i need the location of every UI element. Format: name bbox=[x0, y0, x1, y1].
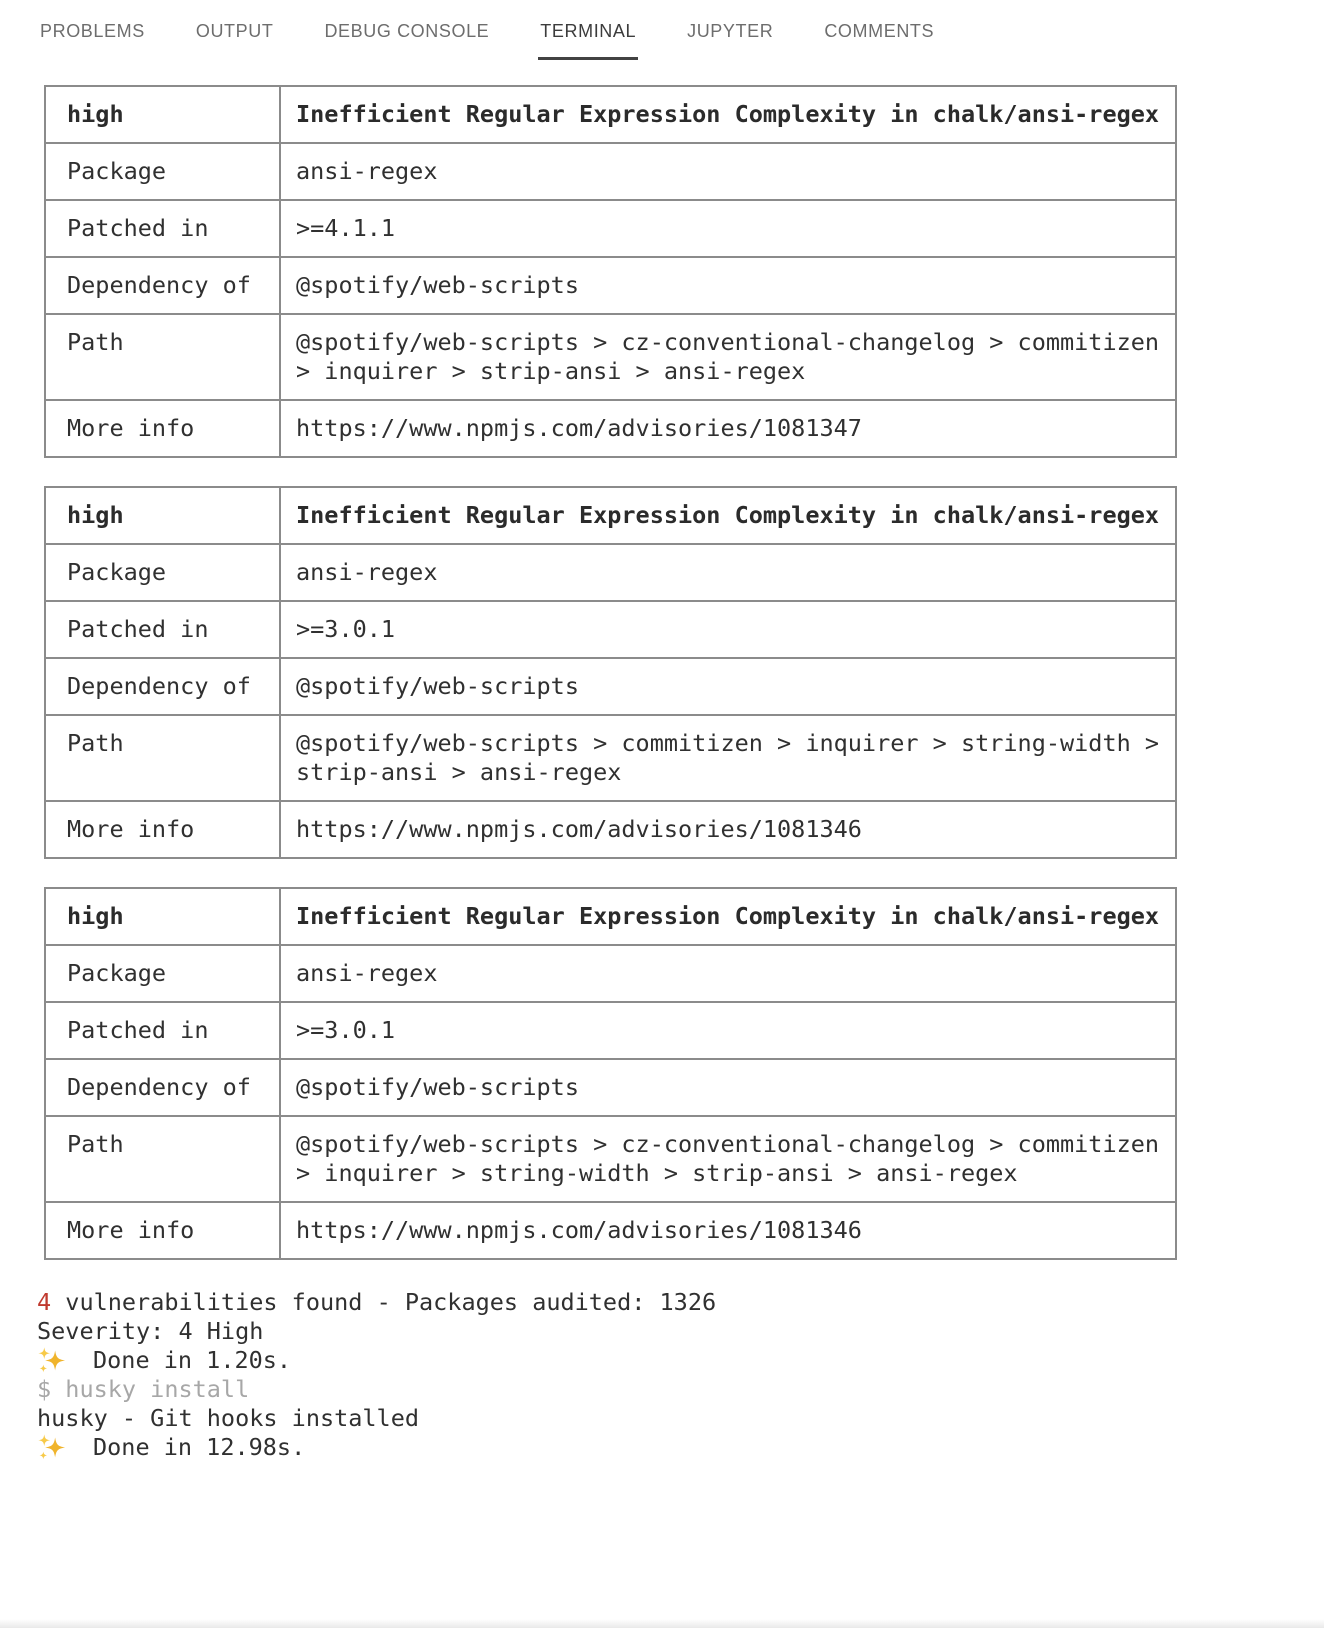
row-label: More info bbox=[45, 1202, 280, 1259]
table-row bbox=[45, 601, 1176, 658]
tab-comments[interactable]: COMMENTS bbox=[824, 21, 935, 41]
table-row bbox=[45, 1116, 1176, 1202]
table-row bbox=[45, 314, 1176, 400]
sparkles-icon bbox=[37, 1433, 66, 1462]
row-label: Dependency of bbox=[45, 1059, 280, 1116]
vulnerabilities-line bbox=[37, 1288, 1324, 1317]
severity-badge: high bbox=[45, 86, 280, 143]
row-value: >=4.1.1 bbox=[280, 200, 1176, 257]
tab-output[interactable]: OUTPUT bbox=[195, 21, 274, 41]
husky-command-line bbox=[37, 1375, 1324, 1404]
advisory-link[interactable]: https://www.npmjs.com/advisories/1081347 bbox=[280, 400, 1176, 457]
table-row bbox=[45, 400, 1176, 457]
vulnerability-title: Inefficient Regular Expression Complexity in chalk/ansi-regex bbox=[280, 888, 1176, 945]
husky-result-text: husky - Git hooks installed bbox=[37, 1404, 420, 1432]
advisory-link[interactable]: https://www.npmjs.com/advisories/1081346 bbox=[280, 1202, 1176, 1259]
row-label: Path bbox=[45, 1116, 280, 1202]
table-row bbox=[45, 658, 1176, 715]
table-row bbox=[45, 715, 1176, 801]
severity-badge: high bbox=[45, 888, 280, 945]
sparkles-icon bbox=[37, 1346, 66, 1375]
vulnerability-title: Inefficient Regular Expression Complexity in chalk/ansi-regex bbox=[280, 86, 1176, 143]
tab-problems[interactable]: PROBLEMS bbox=[40, 21, 145, 41]
table-row bbox=[45, 801, 1176, 858]
tab-terminal[interactable]: TERMINAL bbox=[538, 21, 638, 60]
severity-line bbox=[37, 1317, 1324, 1346]
severity-badge: high bbox=[45, 487, 280, 544]
done-text-2: Done in 12.98s. bbox=[93, 1433, 306, 1461]
row-label: Package bbox=[45, 544, 280, 601]
tab-debug-console[interactable]: DEBUG CONSOLE bbox=[324, 21, 490, 41]
row-label: Dependency of bbox=[45, 257, 280, 314]
row-value: @spotify/web-scripts bbox=[280, 658, 1176, 715]
row-label: Package bbox=[45, 143, 280, 200]
audit-tables bbox=[44, 85, 1324, 1260]
advisory-link[interactable]: https://www.npmjs.com/advisories/1081346 bbox=[280, 801, 1176, 858]
row-label: Patched in bbox=[45, 200, 280, 257]
husky-result-line bbox=[37, 1404, 1324, 1433]
table-header-row bbox=[45, 888, 1176, 945]
vulnerabilities-text: vulnerabilities found - Packages audited: 1326 bbox=[51, 1288, 717, 1316]
table-row bbox=[45, 544, 1176, 601]
audit-table bbox=[44, 85, 1177, 458]
table-row bbox=[45, 200, 1176, 257]
row-value: @spotify/web-scripts bbox=[280, 1059, 1176, 1116]
row-value: >=3.0.1 bbox=[280, 1002, 1176, 1059]
table-row bbox=[45, 945, 1176, 1002]
table-header-row bbox=[45, 487, 1176, 544]
table-row bbox=[45, 1202, 1176, 1259]
table-header-row bbox=[45, 86, 1176, 143]
row-value: ansi-regex bbox=[280, 143, 1176, 200]
tab-jupyter[interactable]: JUPYTER bbox=[687, 21, 774, 41]
terminal-summary bbox=[37, 1288, 1324, 1462]
table-row bbox=[45, 257, 1176, 314]
row-value: @spotify/web-scripts > cz-conventional-changelog > commitizen > inquirer > strip-ansi > ansi-regex bbox=[280, 314, 1176, 400]
done-line-2 bbox=[37, 1433, 1324, 1462]
row-label: Path bbox=[45, 715, 280, 801]
table-row bbox=[45, 1002, 1176, 1059]
row-value: ansi-regex bbox=[280, 945, 1176, 1002]
row-label: Dependency of bbox=[45, 658, 280, 715]
row-label: Path bbox=[45, 314, 280, 400]
row-label: Package bbox=[45, 945, 280, 1002]
row-label: Patched in bbox=[45, 601, 280, 658]
row-value: @spotify/web-scripts bbox=[280, 257, 1176, 314]
row-value: >=3.0.1 bbox=[280, 601, 1176, 658]
row-label: More info bbox=[45, 801, 280, 858]
vulnerability-count: 4 bbox=[37, 1288, 52, 1316]
panel-tab-bar bbox=[0, 0, 1324, 49]
row-value: ansi-regex bbox=[280, 544, 1176, 601]
row-label: Patched in bbox=[45, 1002, 280, 1059]
panel-bottom-edge bbox=[0, 1619, 1324, 1628]
audit-table bbox=[44, 887, 1177, 1260]
husky-command-text: $ husky install bbox=[37, 1375, 250, 1403]
table-row bbox=[45, 143, 1176, 200]
vulnerability-title: Inefficient Regular Expression Complexity in chalk/ansi-regex bbox=[280, 487, 1176, 544]
table-row bbox=[45, 1059, 1176, 1116]
row-value: @spotify/web-scripts > commitizen > inquirer > string-width > strip-ansi > ansi-regex bbox=[280, 715, 1176, 801]
done-line-1 bbox=[37, 1346, 1324, 1375]
row-label: More info bbox=[45, 400, 280, 457]
row-value: @spotify/web-scripts > cz-conventional-changelog > commitizen > inquirer > string-width > strip-ansi > ansi-regex bbox=[280, 1116, 1176, 1202]
done-text-1: Done in 1.20s. bbox=[93, 1346, 292, 1374]
severity-text: Severity: 4 High bbox=[37, 1317, 264, 1345]
audit-table bbox=[44, 486, 1177, 859]
